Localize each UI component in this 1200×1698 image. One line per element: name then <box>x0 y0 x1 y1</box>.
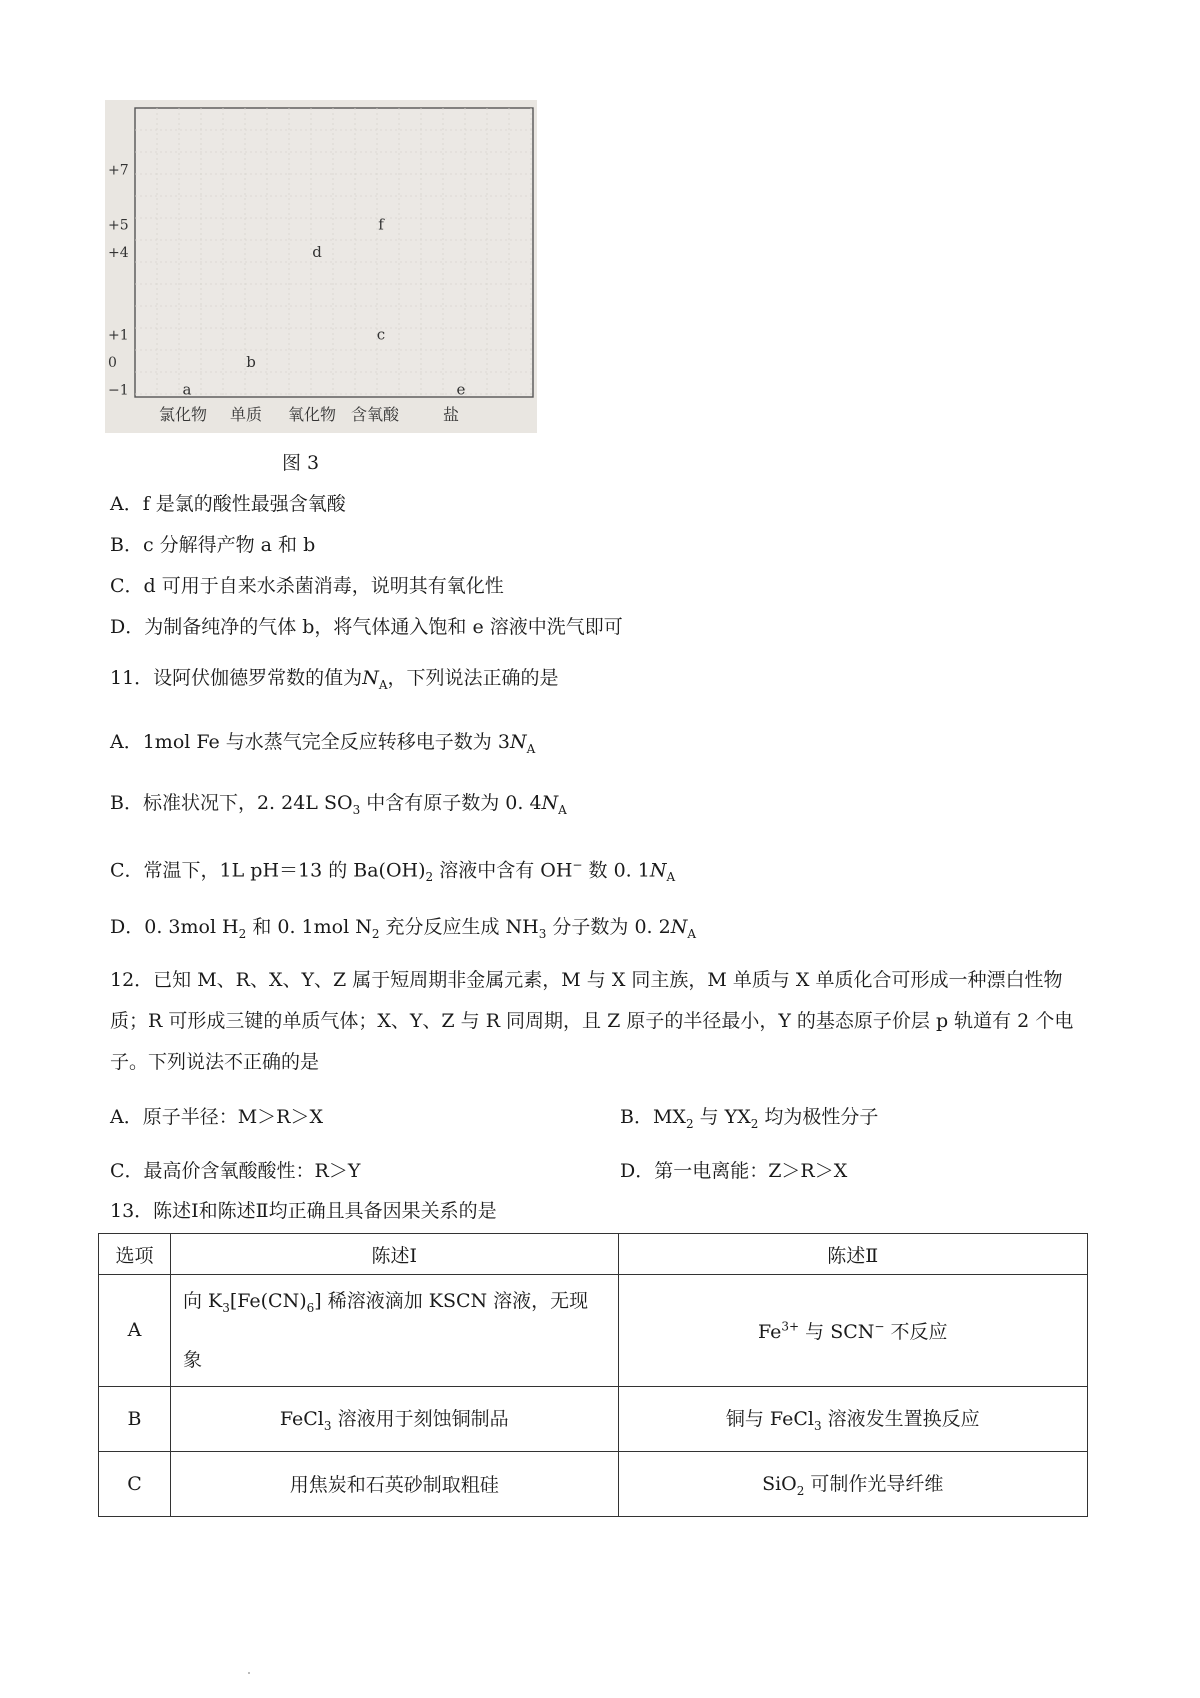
text: 溶液发生置换反应 <box>821 1408 980 1431</box>
valence-chart-svg <box>105 100 537 433</box>
q11-b-mid: 中含有原子数为 0. 4 <box>360 792 542 814</box>
subscript: 2 <box>796 1484 805 1499</box>
q12-b-tail: 均为极性分子 <box>758 1106 879 1128</box>
na-symbol: N <box>541 792 559 814</box>
text: 不反应 <box>884 1320 948 1343</box>
subscript: 3 <box>352 802 361 817</box>
text: ] 稀溶液滴加 KSCN 溶液，无现象 <box>182 1290 589 1371</box>
q12-option-b <box>620 1105 878 1136</box>
statement-2 <box>618 1451 1087 1516</box>
statement-2 <box>618 1275 1087 1387</box>
table-row <box>99 1386 1088 1451</box>
y-tick-label: +7 <box>108 162 129 179</box>
q11-stem-text: 11．设阿伏伽德罗常数的值为 <box>110 667 363 689</box>
subscript: 2 <box>238 926 247 941</box>
table-row <box>99 1451 1088 1516</box>
x-category-label: 氧化物 <box>287 405 337 424</box>
q11-option-d <box>110 915 696 946</box>
subscript: 3 <box>222 1300 230 1315</box>
point-label-a: a <box>182 380 192 399</box>
subscript: 3 <box>538 926 547 941</box>
q11-d-tail: 充分反应生成 NH <box>379 916 539 938</box>
text: SiO <box>762 1473 797 1496</box>
x-category-label: 盐 <box>442 405 460 424</box>
header-option: 选项 <box>99 1234 171 1275</box>
point-label-d: d <box>312 243 322 261</box>
table-row <box>99 1275 1088 1387</box>
text: Fe <box>758 1320 782 1343</box>
q11-c-tail: 数 0. 1 <box>582 859 650 882</box>
na-subscript: A <box>526 741 536 756</box>
na-subscript: A <box>666 870 676 885</box>
point-label-f: f <box>378 215 384 234</box>
q13-table <box>98 1233 1088 1517</box>
point-label-e: e <box>456 380 466 399</box>
text: 铜与 FeCl <box>725 1408 814 1431</box>
text: FeCl <box>279 1408 324 1431</box>
q11-c-text: C．常温下，1L pH＝13 的 Ba(OH) <box>110 859 426 882</box>
q11-d-mid: 和 0. 1mol N <box>246 916 372 938</box>
text: 溶液用于刻蚀铜制品 <box>331 1408 509 1431</box>
x-category-label: 含氧酸 <box>350 405 400 424</box>
row-option: A <box>99 1275 171 1387</box>
subscript: 6 <box>306 1300 315 1315</box>
q11-option-a <box>110 730 535 761</box>
q10-option-b: B．c 分解得产物 a 和 b <box>110 534 316 556</box>
y-tick-label: +5 <box>108 217 129 234</box>
text: 与 SCN <box>799 1320 875 1343</box>
x-category-label: 单质 <box>229 405 263 424</box>
subscript: 2 <box>425 870 434 885</box>
q11-c-mid: 溶液中含有 OH <box>433 859 573 882</box>
na-subscript: A <box>558 802 567 817</box>
point-label-c: c <box>376 325 386 344</box>
q11-option-c <box>110 853 675 889</box>
q11-option-b <box>110 791 567 822</box>
q12-b-text: B．MX <box>620 1106 686 1128</box>
subscript: 3 <box>813 1419 822 1434</box>
superscript: 3+ <box>781 1319 800 1334</box>
figure-caption: 图 3 <box>282 452 320 474</box>
superscript: − <box>572 858 583 872</box>
row-option: B <box>99 1386 171 1451</box>
superscript: − <box>874 1319 885 1334</box>
y-tick-label: +1 <box>108 327 129 344</box>
subscript: 2 <box>685 1116 694 1131</box>
text: 向 K <box>182 1290 223 1312</box>
q12-b-mid: 与 YX <box>693 1106 751 1128</box>
subscript: 3 <box>323 1419 332 1434</box>
na-symbol: N <box>509 731 527 753</box>
na-symbol: N <box>670 916 688 938</box>
text: 可制作光导纤维 <box>804 1473 944 1496</box>
text: [Fe(CN) <box>229 1290 307 1312</box>
q11-stem <box>110 666 559 697</box>
subscript: 2 <box>371 926 380 941</box>
statement-1 <box>170 1275 618 1387</box>
table-header-row <box>99 1234 1088 1275</box>
q11-stem-tail: ，下列说法正确的是 <box>387 667 559 689</box>
q10-option-d: D．为制备纯净的气体 b，将气体通入饱和 e 溶液中洗气即可 <box>110 616 623 638</box>
subscript: 2 <box>750 1116 759 1131</box>
na-symbol: N <box>362 667 379 689</box>
plot-frame <box>135 108 533 397</box>
statement-1 <box>170 1386 618 1451</box>
statement-2 <box>618 1386 1087 1451</box>
header-statement-2: 陈述Ⅱ <box>618 1234 1087 1275</box>
na-subscript: A <box>687 926 697 941</box>
x-category-label: 氯化物 <box>158 405 208 424</box>
q13-stem: 13．陈述Ⅰ和陈述Ⅱ均正确且具备因果关系的是 <box>110 1200 497 1222</box>
q11-a-text: A．1mol Fe 与水蒸气完全反应转移电子数为 3 <box>110 731 510 753</box>
valence-class-figure <box>105 100 537 433</box>
q10-option-a: A．f 是氯的酸性最强含氧酸 <box>110 493 346 515</box>
q11-d-text: D．0. 3mol H <box>110 916 239 938</box>
q12-option-a: A．原子半径：M＞R＞X <box>110 1106 324 1128</box>
statement-1: 用焦炭和石英砂制取粗硅 <box>170 1451 618 1516</box>
header-statement-1: 陈述Ⅰ <box>170 1234 618 1275</box>
q12-option-d: D．第一电离能：Z＞R＞X <box>620 1160 848 1182</box>
q11-b-text: B．标准状况下，2. 24L SO <box>110 792 353 814</box>
na-subscript: A <box>378 677 388 692</box>
y-tick-label: −1 <box>108 382 129 399</box>
row-option: C <box>99 1451 171 1516</box>
point-label-b: b <box>246 353 256 371</box>
y-tick-label: 0 <box>108 355 117 371</box>
q12-option-c: C．最高价含氧酸酸性：R＞Y <box>110 1160 361 1182</box>
q11-d-tail2: 分子数为 0. 2 <box>546 916 671 938</box>
q12-stem: 12．已知 M、R、X、Y、Z 属于短周期非金属元素，M 与 X 同主族，M 单质与 X 单质化合可形成一种漂白性物质；R 可形成三键的单质气体；X、Y、Z 与 R 同周期，且 Z 原子的半径最小，Y 的基态原子价层 p 轨道有 2 个电子。下列说法不正确的是 <box>110 969 1074 1073</box>
q10-option-c: C．d 可用于自来水杀菌消毒，说明其有氧化性 <box>110 575 504 597</box>
y-tick-label: +4 <box>108 245 129 261</box>
scan-speck <box>248 1672 250 1674</box>
na-symbol: N <box>649 859 667 882</box>
